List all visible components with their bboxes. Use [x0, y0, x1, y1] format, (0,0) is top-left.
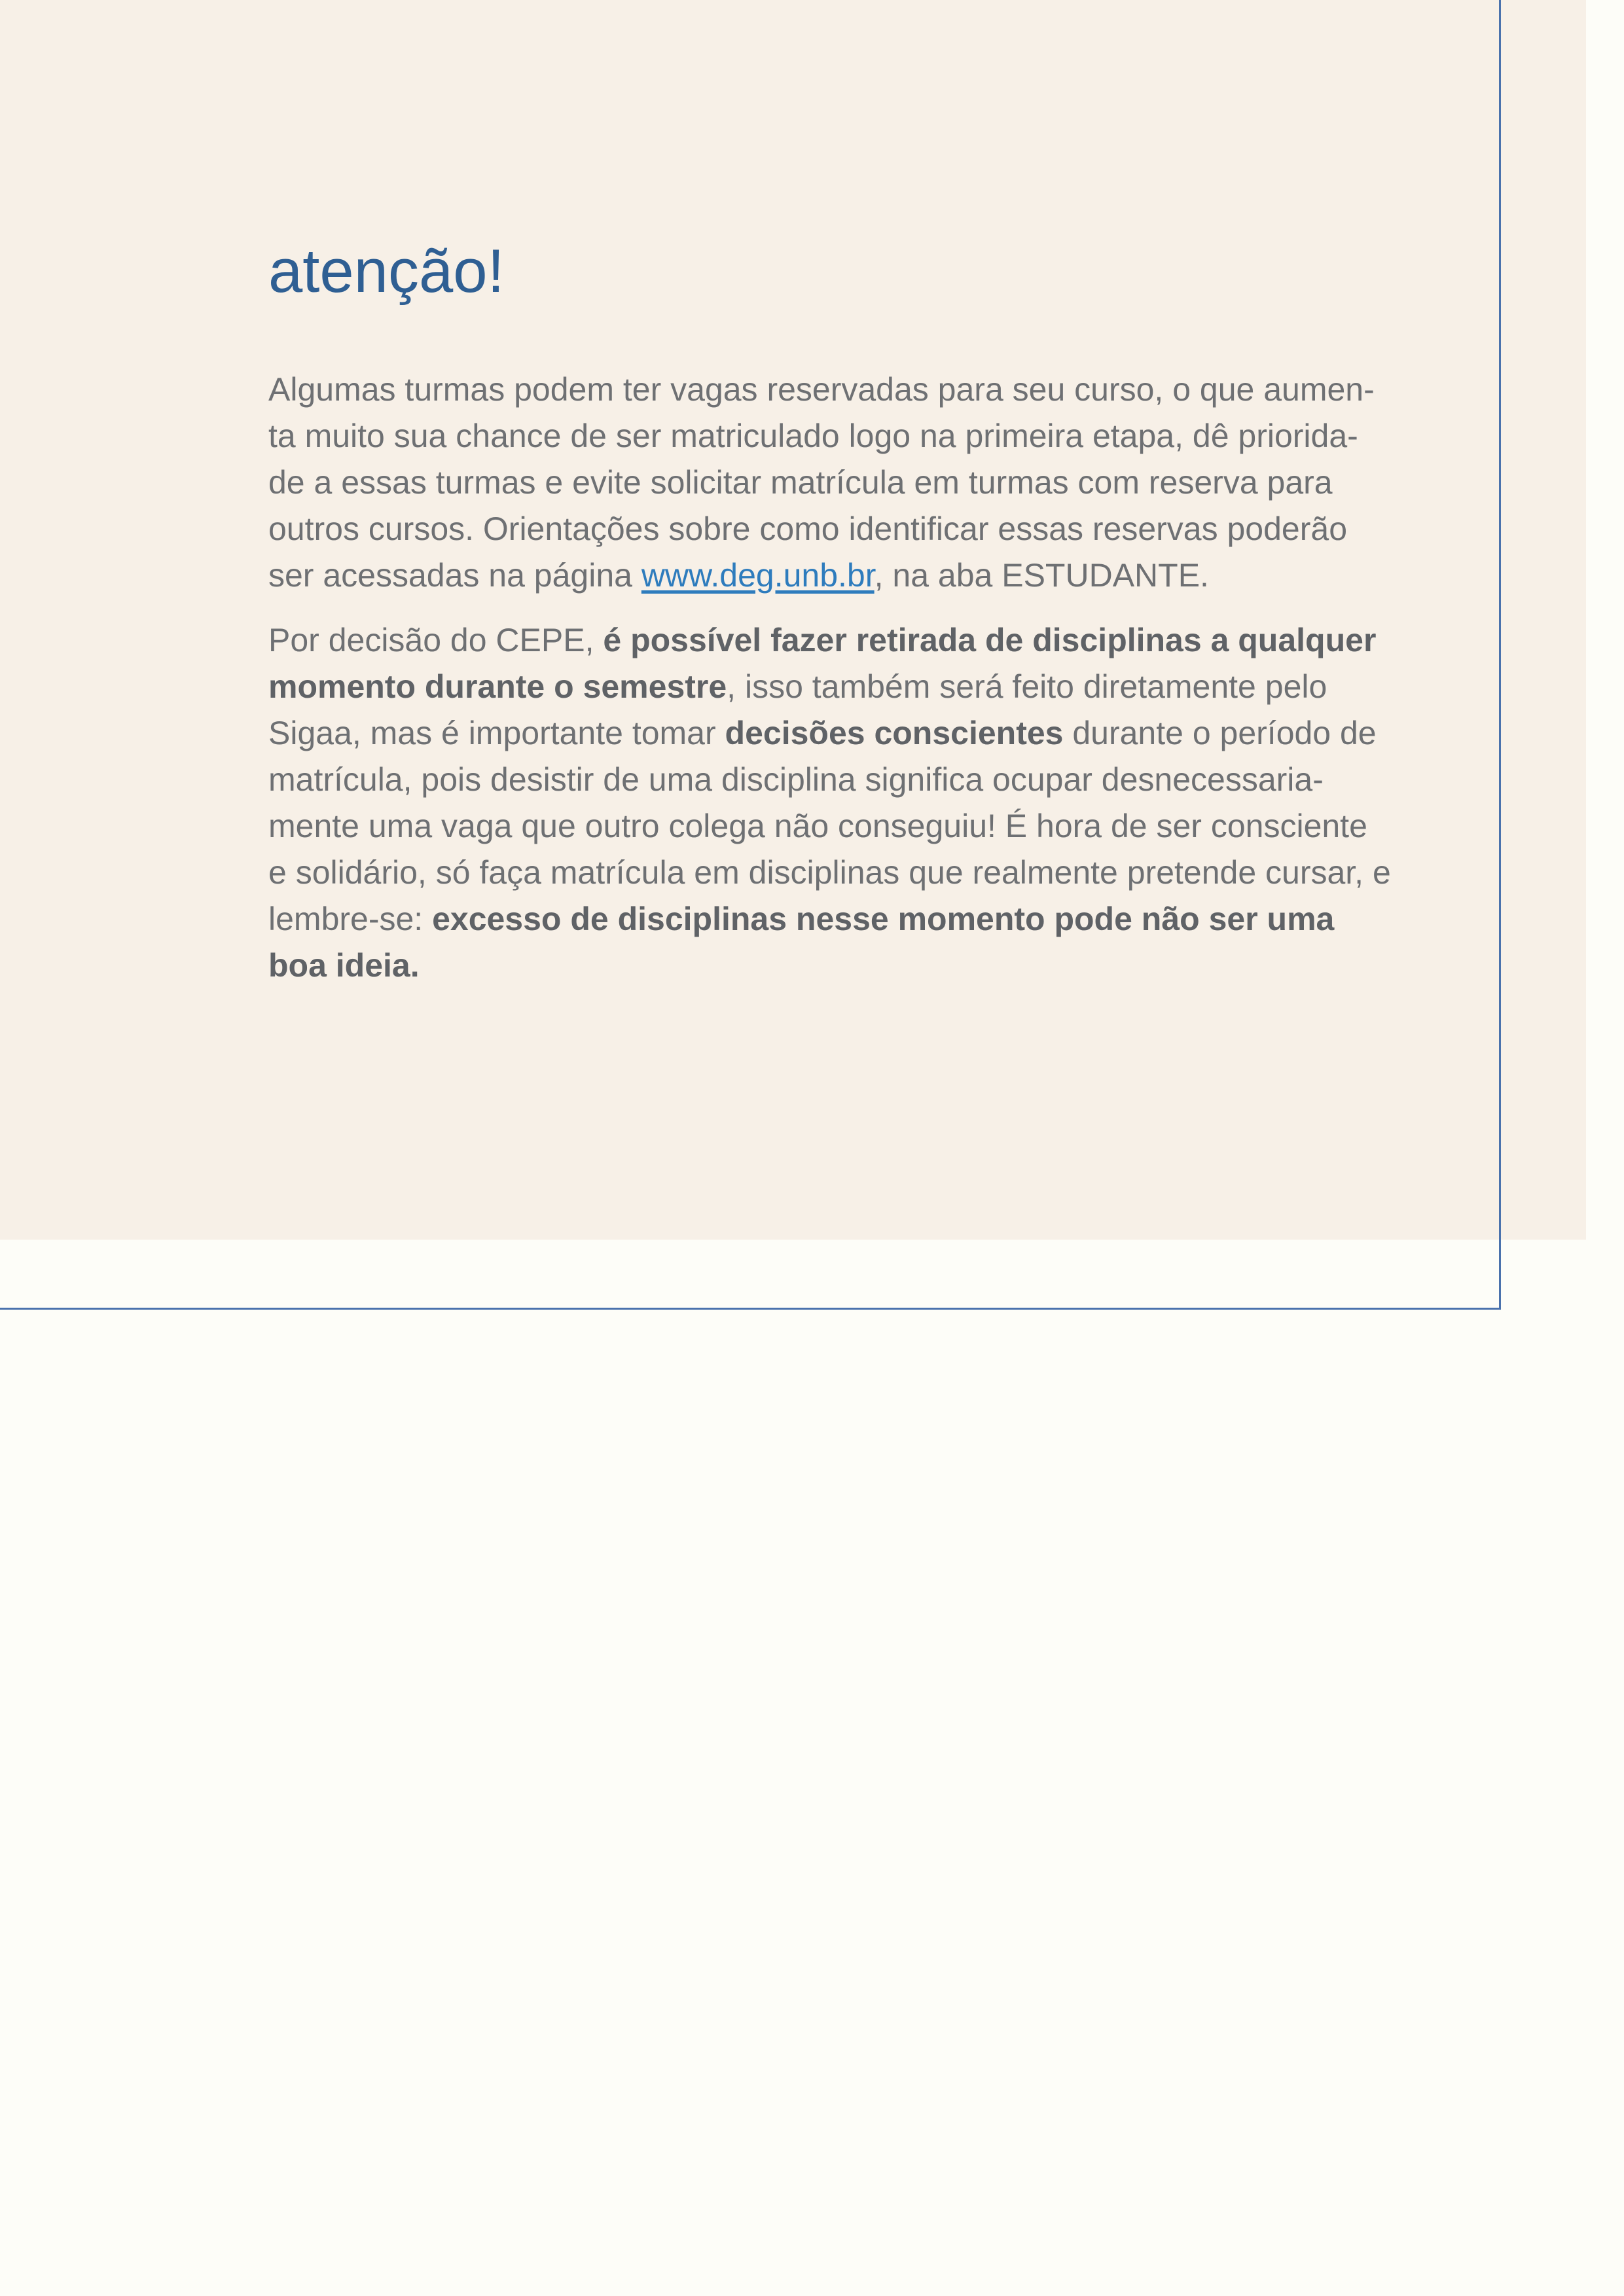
reserved-seats-paragraph	[268, 367, 1394, 599]
paragraph2-emphasis-withdrawal: é possível fazer retirada de disciplinas a qualquer momento durante o semestre	[268, 622, 1377, 706]
paragraph2-text-part3: durante o período de matrícula, pois desistir de uma disciplina significa ocupar desnecessaria-mente uma vaga que outro colega não conseguiu! É hora de ser consciente e solidário, só faça matrícula em disciplinas que realmente pretende cursar, e lembre-se:	[268, 715, 1391, 938]
frame-line-right	[1499, 0, 1501, 1310]
paragraph2-emphasis-excess: excesso de disciplinas nesse momento pode não ser uma boa ideia.	[268, 901, 1335, 984]
attention-heading: atenção!	[268, 236, 505, 305]
paragraph2-emphasis-decisions: decisões conscientes	[725, 715, 1064, 752]
frame-line-bottom	[0, 1308, 1501, 1310]
paragraph1-text-before-link: Algumas turmas podem ter vagas reservadas para seu curso, o que aumen-ta muito sua chance de ser matriculado logo na primeira etapa, dê priorida-de a essas turmas e evite solicitar matrícula em turmas com reserva para outros cursos. Orientações sobre como identificar essas reservas poderão ser acessadas na página	[268, 371, 1375, 594]
paragraph2-text-part1: Por decisão do CEPE,	[268, 622, 604, 659]
deg-website-link[interactable]: www.deg.unb.br	[641, 557, 875, 594]
withdrawal-paragraph	[268, 617, 1394, 989]
attention-content	[268, 236, 1394, 989]
paragraph2-text-part2: , isso também será feito diretamente pelo Sigaa, mas é importante tomar	[268, 668, 1327, 752]
paragraph1-text-after-link: , na aba ESTUDANTE.	[874, 557, 1209, 594]
